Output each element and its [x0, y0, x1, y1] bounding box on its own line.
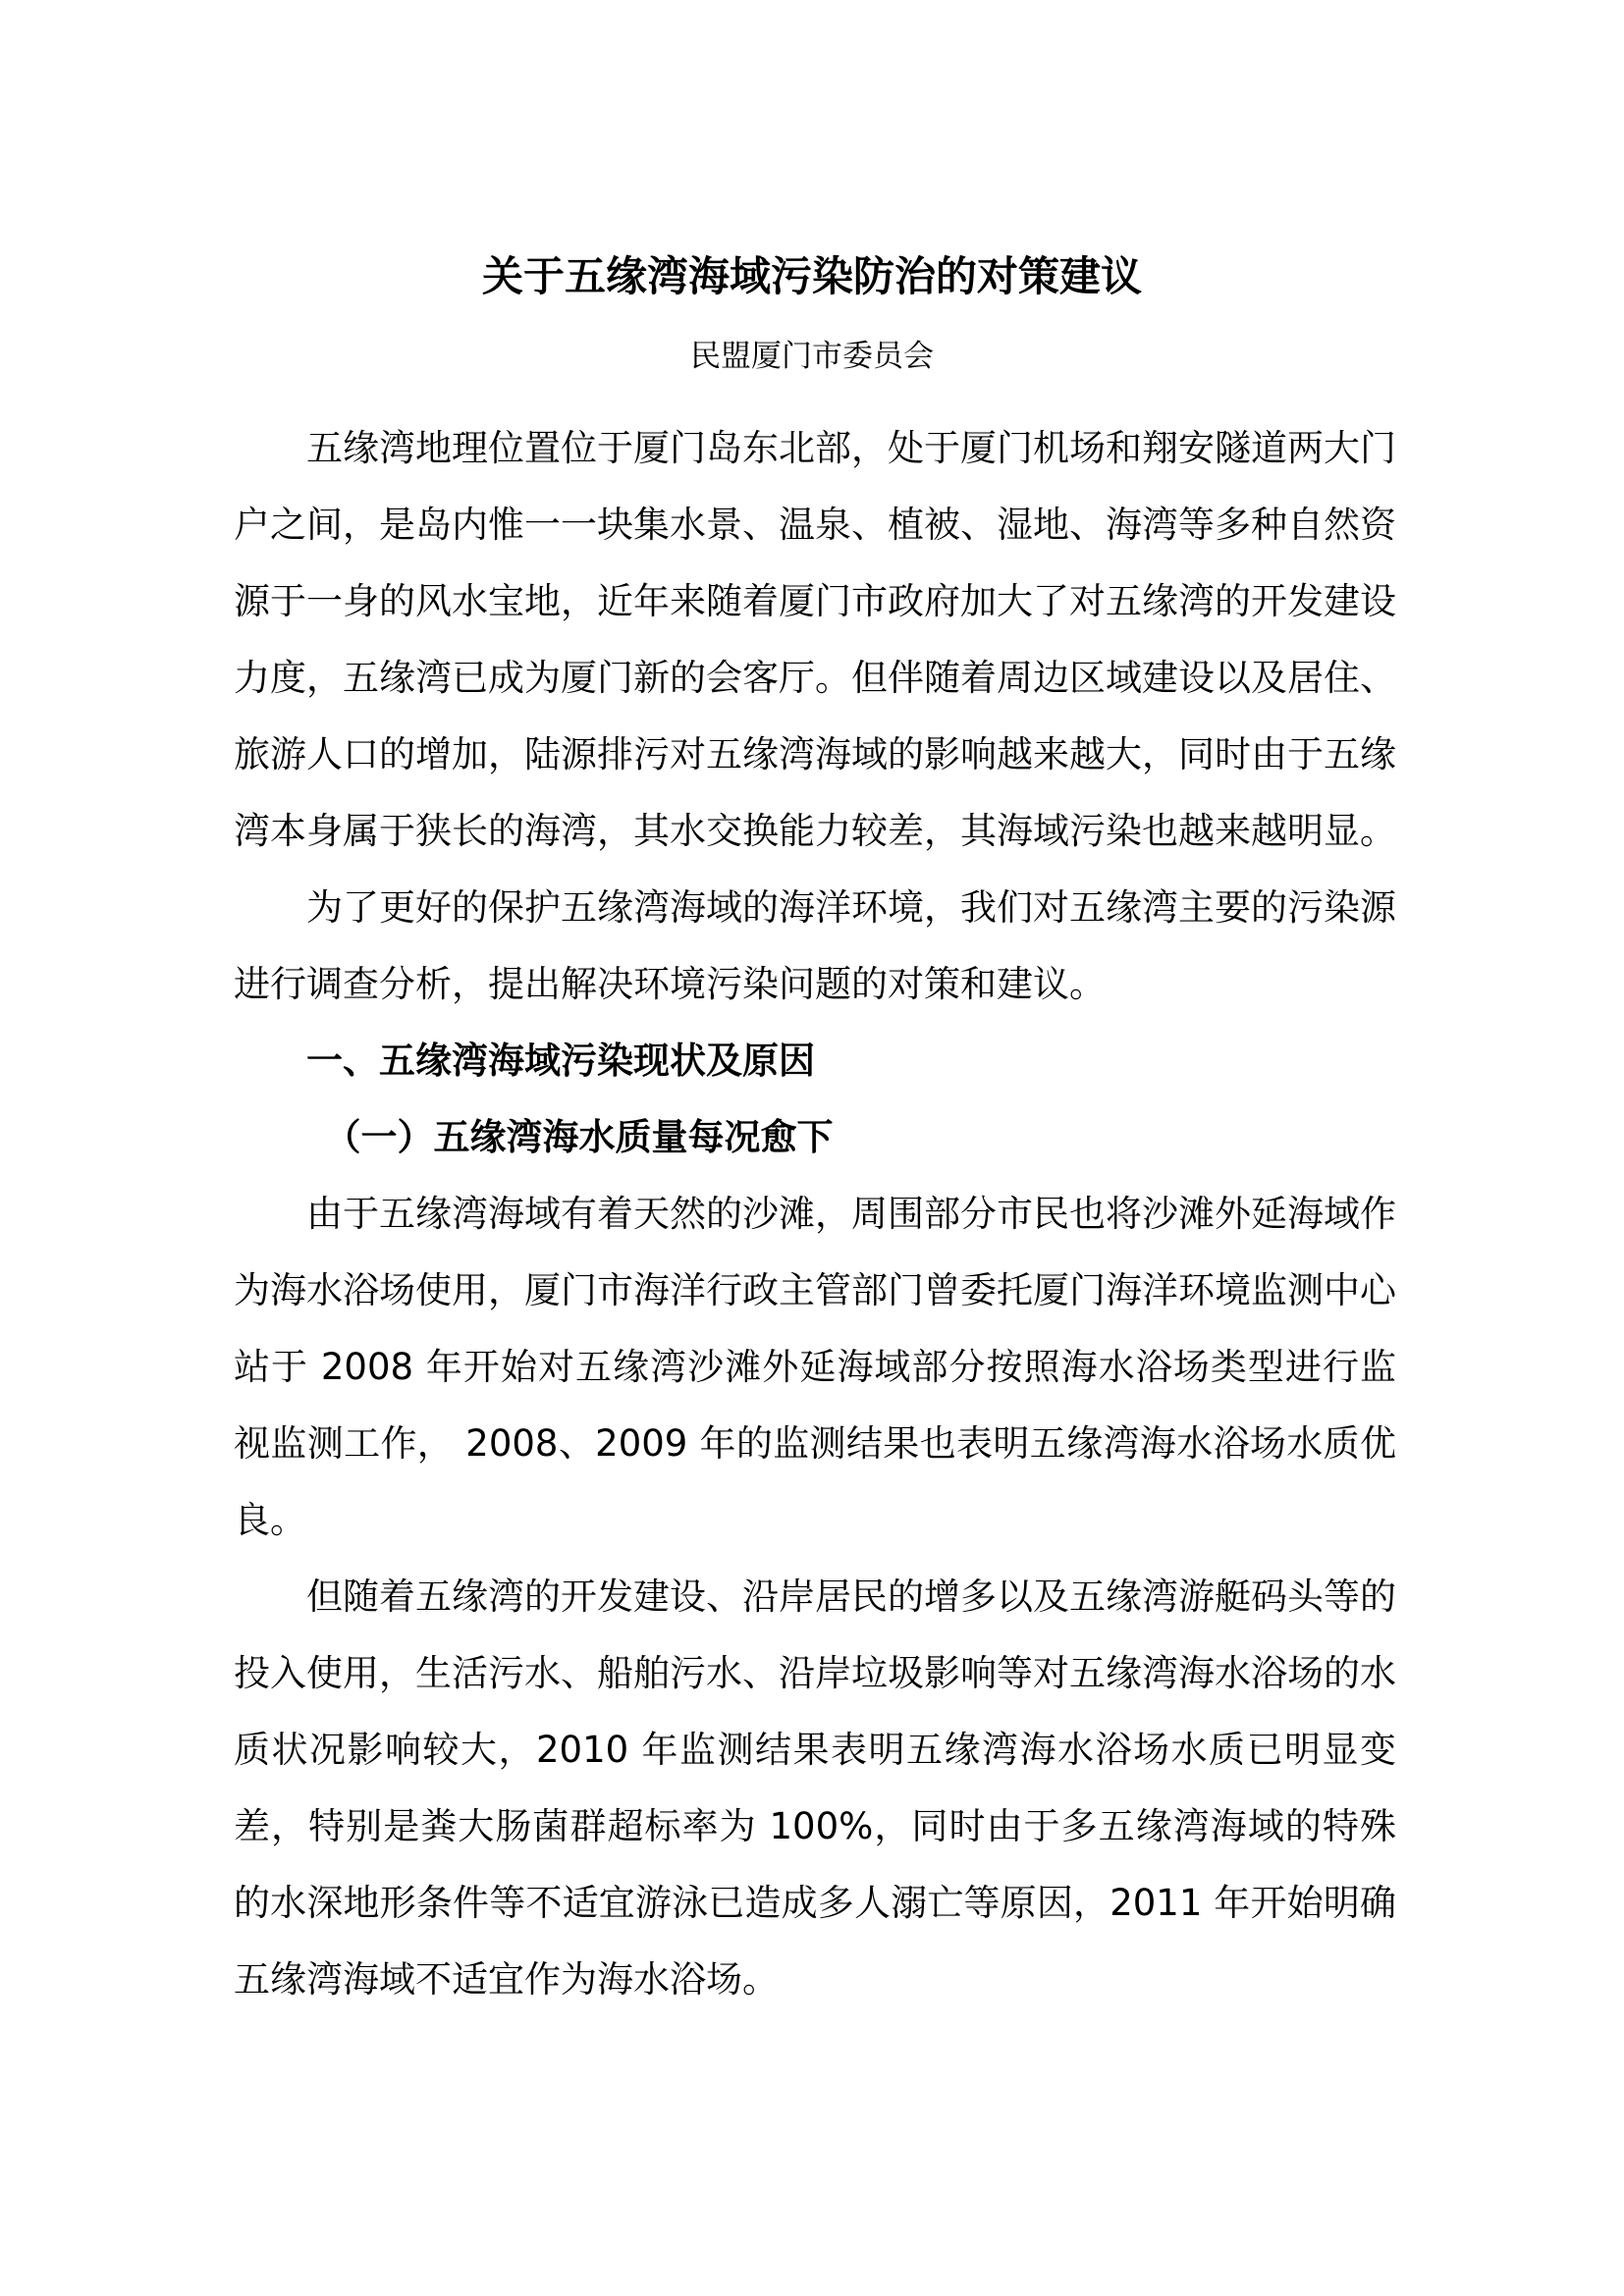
paragraph: 但随着五缘湾的开发建设、沿岸居民的增多以及五缘湾游艇码头等的投入使用，生活污水、船舶污水、沿岸垃圾影响等对五缘湾海水浴场的水质状况影响较大，2010 年监测结果表明五缘湾海水浴场水质已明显变差，特别是粪大肠菌群超标率为 100%，同时由于多五缘湾海域的特殊的水深地形条件等不适宜游泳已造成多人溺亡等原因，2011 年开始明确五缘湾海域不适宜作为海水浴场。	[234, 1575, 1396, 2001]
subsection-heading: （一）五缘湾海水质量每况愈下	[324, 1116, 834, 1158]
paragraph: 为了更好的保护五缘湾海域的海洋环境，我们对五缘湾主要的污染源进行调查分析，提出解决环境污染问题的对策和建议。	[234, 886, 1396, 1005]
document-body	[234, 410, 1396, 2018]
document-title: 关于五缘湾海域污染防治的对策建议	[481, 252, 1142, 300]
section-heading: 一、五缘湾海域污染现状及原因	[306, 1040, 815, 1082]
document-author: 民盟厦门市委员会	[690, 339, 934, 374]
paragraph: 由于五缘湾海域有着天然的沙滩，周围部分市民也将沙滩外延海域作为海水浴场使用，厦门市海洋行政主管部门曾委托厦门海洋环境监测中心站于 2008 年开始对五缘湾沙滩外延海域部分按照海水浴场类型进行监视监测工作， 2008、2009 年的监测结果也表明五缘湾海水浴场水质优良。	[234, 1193, 1396, 1541]
paragraph: 五缘湾地理位置位于厦门岛东北部，处于厦门机场和翔安隧道两大门户之间，是岛内惟一一块集水景、温泉、植被、湿地、海湾等多种自然资源于一身的风水宝地，近年来随着厦门市政府加大了对五缘湾的开发建设力度，五缘湾已成为厦门新的会客厅。但伴随着周边区域建设以及居住、旅游人口的增加，陆源排污对五缘湾海域的影响越来越大，同时由于五缘湾本身属于狭长的海湾，其水交换能力较差，其海域污染也越来越明显。	[234, 427, 1396, 852]
